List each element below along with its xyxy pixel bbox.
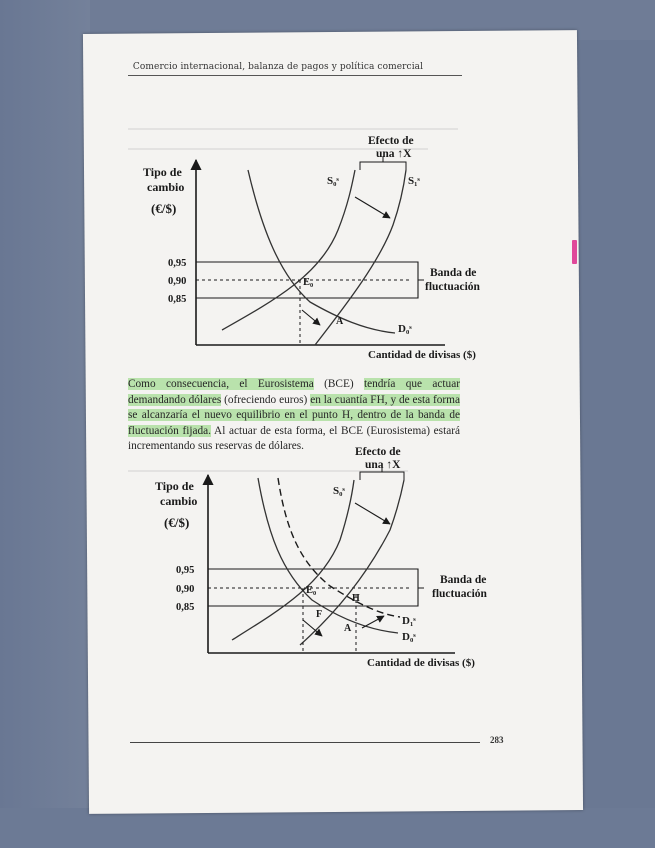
fig2-title-line2: una ↑X (365, 459, 401, 471)
fig2-point-h: H (352, 593, 360, 604)
fig2-shift-arrow (355, 503, 390, 524)
fig2-tick-090: 0,90 (176, 584, 195, 595)
running-header: Comercio internacional, balanza de pagos y política comercial (132, 62, 424, 72)
fig2-y-label-line2: cambio (160, 494, 198, 508)
fig2-point-f: F (316, 609, 323, 620)
fig2-tick-095: 0,95 (176, 565, 195, 576)
fig2-point-e0: E₀ (306, 585, 317, 596)
fig2-band-label-line1: Banda de (440, 574, 487, 586)
fig1-y-unit: (€/$) (151, 201, 177, 216)
page-number: 283 (490, 735, 504, 745)
fig2-point-a: A (344, 623, 352, 634)
fig1-label-s1: S₁ˢ (408, 175, 420, 187)
fig2-label-d1: D₁ˢ (402, 615, 416, 627)
fig2-y-unit: (€/$) (164, 515, 190, 530)
fig1-label-s0: S₀ˢ (327, 175, 339, 187)
fig2-band-label-line2: fluctuación (432, 588, 487, 600)
fig2-supply-curve-s0 (232, 480, 354, 640)
highlight-2: tendría que actuar demandando dólares (128, 378, 460, 406)
fig1-point-e0: E₀ (303, 277, 314, 288)
fig1-x-label: Cantidad de divisas ($) (368, 349, 476, 361)
fig1-title-line1: Efecto de (368, 135, 414, 147)
fig2-label-d0: D₀ˢ (402, 631, 416, 643)
fig2-title-bracket (360, 472, 404, 480)
fig2-demand-shift-arrow (362, 616, 384, 628)
fig2-y-label-line1: Tipo de (155, 479, 194, 493)
fig2-x-label: Cantidad de divisas ($) (367, 657, 475, 669)
fig1-y-label-line1: Tipo de (143, 165, 182, 179)
text-segment-4: (ofreciendo euros) (221, 393, 311, 406)
fig2-tick-085: 0,85 (176, 602, 195, 613)
fig1-tick-090: 0,90 (168, 276, 187, 287)
text-segment-2: (BCE) (313, 378, 364, 390)
fig1-title-line2: una ↑X (376, 148, 412, 160)
fig1-band-label-line2: fluctuación (425, 281, 480, 293)
fig2-title-line1: Efecto de (355, 446, 401, 458)
footer-rule (130, 742, 480, 743)
highlight-3: en la cuantía FH, y de esta forma se alcanzaría el nuevo equilibrio en el punto H, dentro de la banda de fluctuación fijada. (128, 393, 460, 437)
fig2-band-bracket (412, 569, 424, 606)
fig1-label-d0: D₀ˢ (398, 323, 412, 335)
fig2-supply-curve-s1 (300, 480, 404, 645)
fig1-tick-095: 0,95 (168, 258, 187, 269)
fig1-y-label-line2: cambio (147, 180, 185, 194)
text-segment-6: Al actuar de esta forma, el BCE (Eurosistema) estará incrementando sus reservas de dólares. (128, 424, 460, 453)
fig1-tick-085: 0,85 (168, 294, 187, 305)
fig1-point-a: A (336, 316, 344, 327)
fig1-band-label-line1: Banda de (430, 267, 477, 279)
fig2-label-s0: S₀ˢ (333, 485, 345, 497)
highlight-1: Como consecuencia, el Eurosistema (128, 378, 314, 390)
